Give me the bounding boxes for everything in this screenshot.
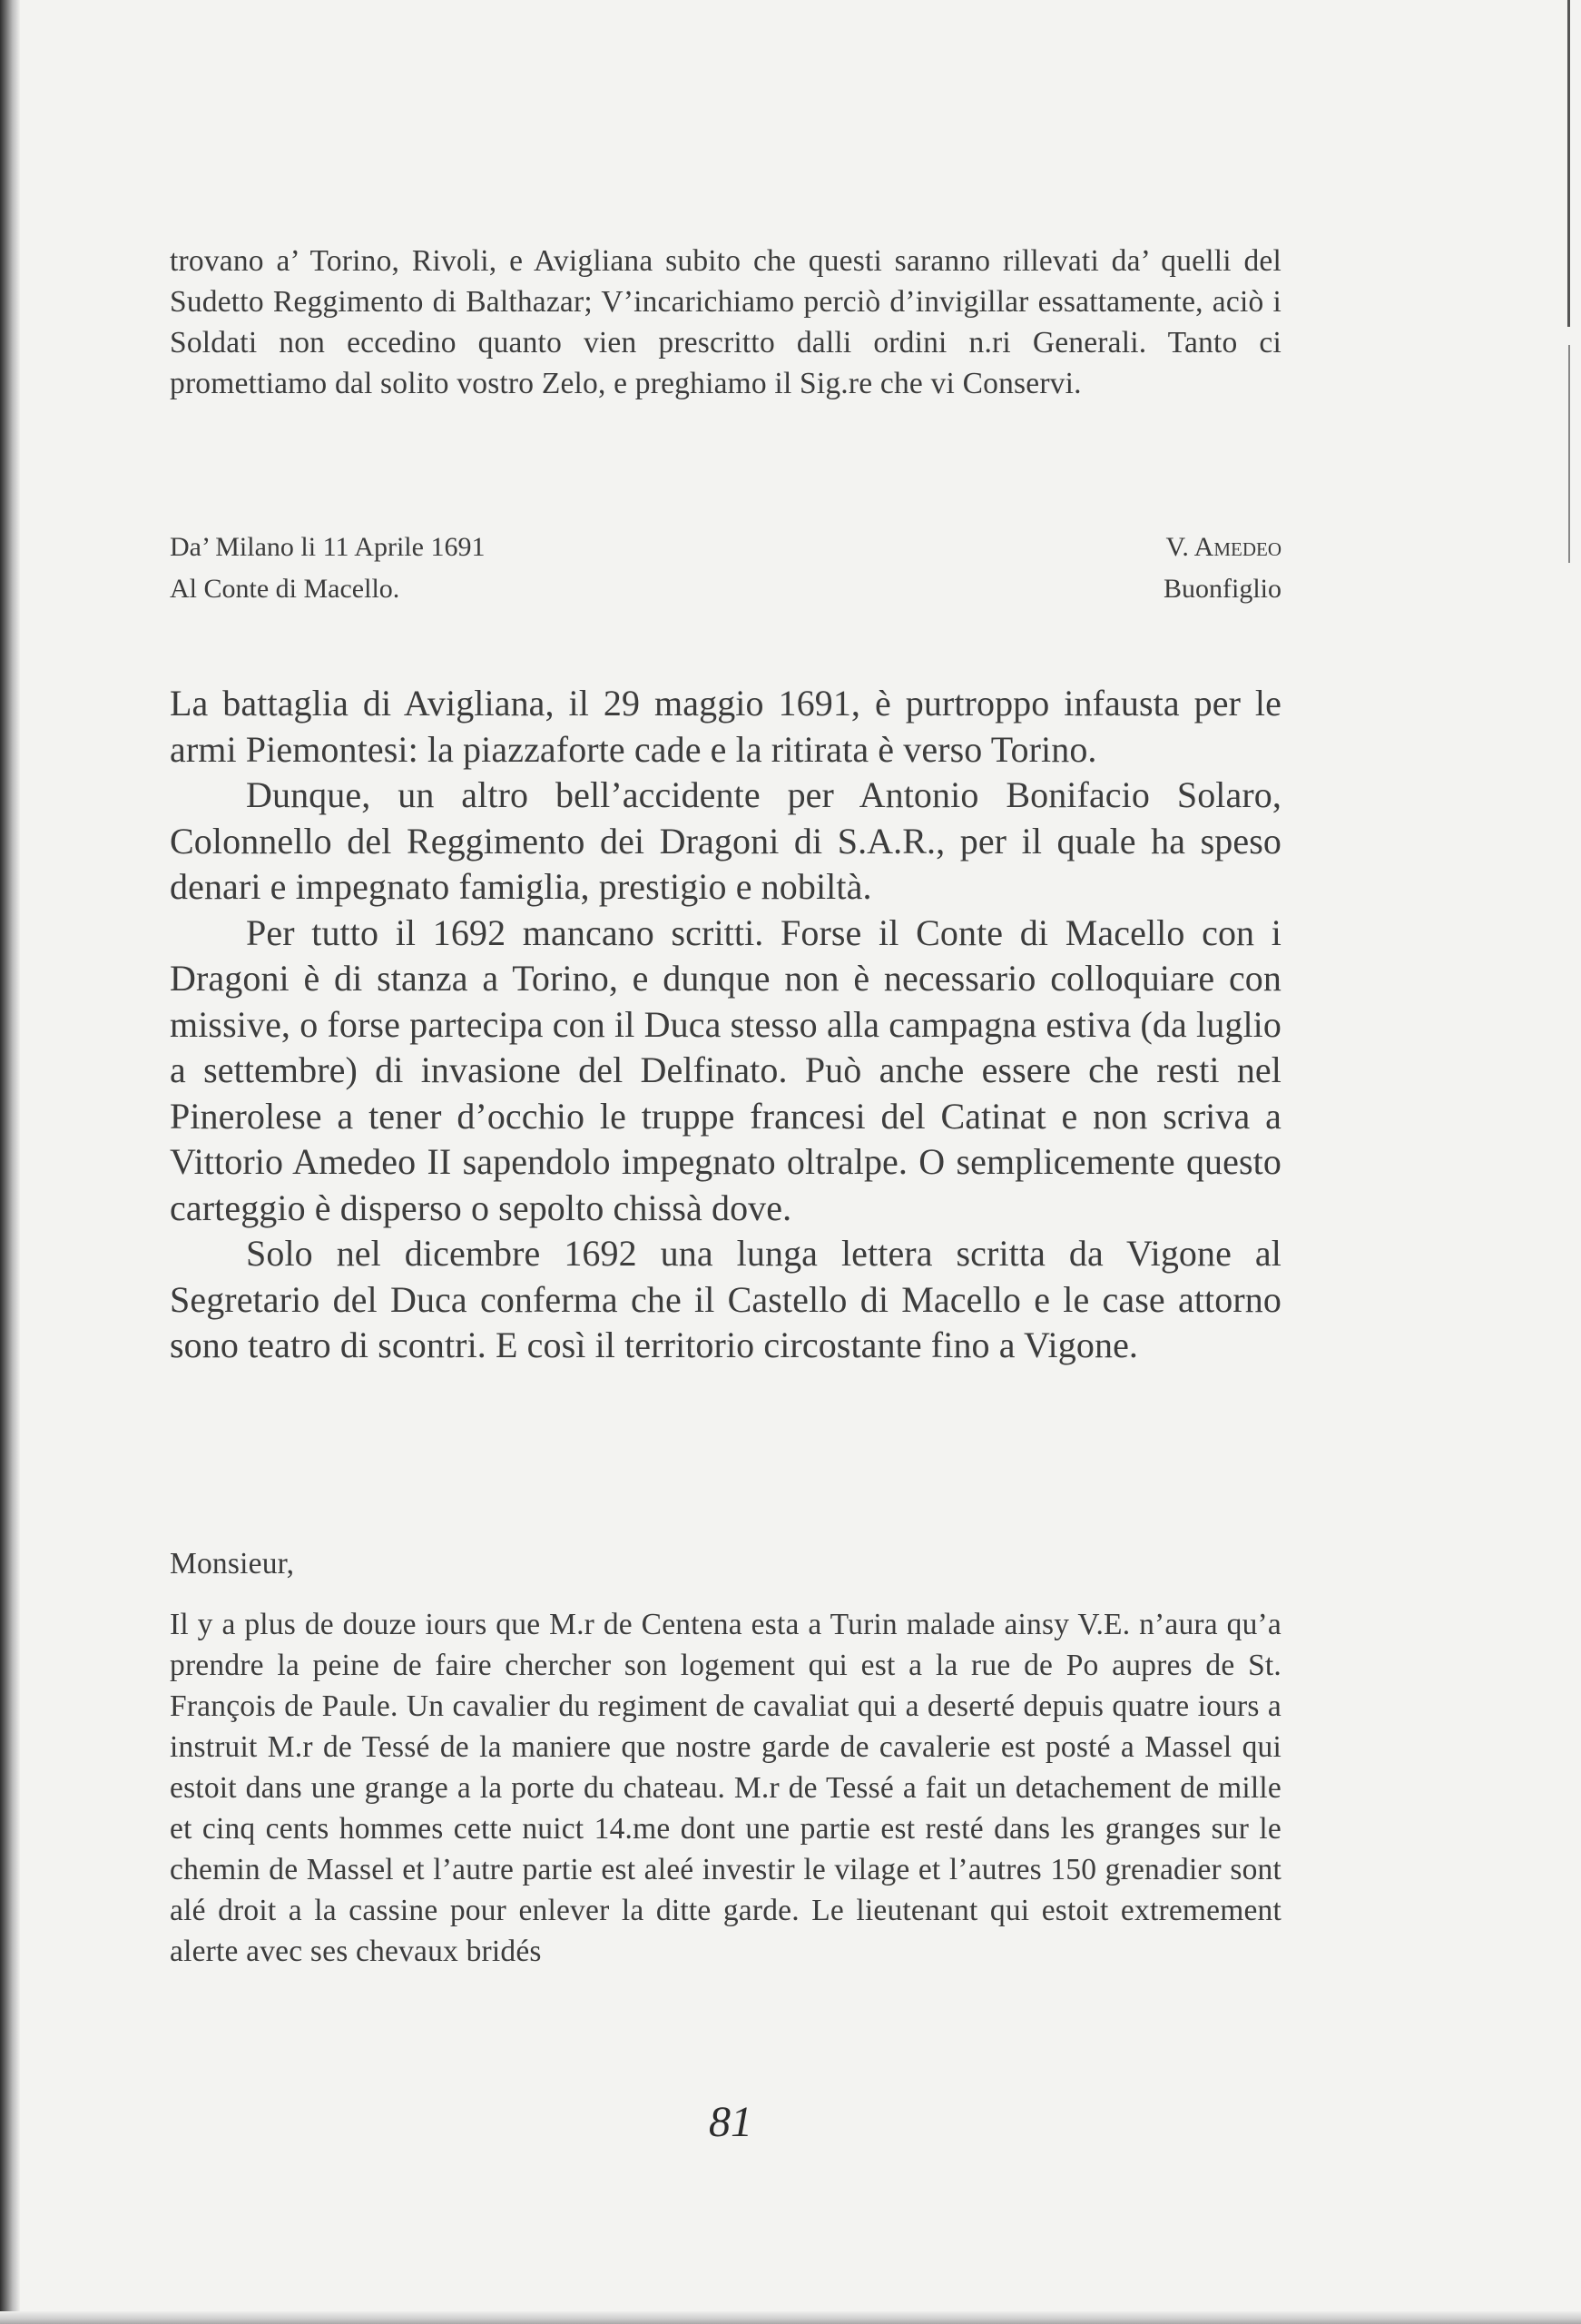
signature-row-2 [170, 568, 1281, 610]
letter-bottom-paragraph: Il y a plus de douze iours que M.r de Centena esta a Turin malade ainsy V.E. n’aura qu’a prendre la peine de faire chercher son logement qui est a la rue de Po aupres de St. François de Paule. Un cavalier du regiment de cavaliat qui a deserté depuis quatre iours a instruit M.r de Tessé de la maniere que nostre garde de cavalerie est posté a Massel qui estoit dans une grange a la porte du chateau. M.r de Tessé a fait un detachement de mille et cinq cents hommes cette nuict 14.me dont une partie est resté dans les granges sur le chemin de Massel et l’autre partie est aleé investir le vilage et l’autres 150 grenadier sont alé droit a la cassine pour enlever la ditte garde. Le lieutenant qui estoit extremement alerte avec ses chevaux bridés [170, 1608, 1281, 1968]
letter-salutation: Monsieur, [170, 1547, 295, 1581]
narrative-paragraph-2: Dunque, un altro bell’accidente per Antonio Bonifacio Solaro, Colonnello del Reggimento dei Dragoni di S.A.R., per il quale ha speso denari e impegnato famiglia, prestigio e nobiltà. [170, 774, 1281, 907]
narrative-section [170, 681, 1281, 1369]
page-scan-edge-bottom [0, 2311, 1581, 2324]
page-scan-edge-right-lower [1568, 345, 1570, 563]
letter-signature: V. Amedeo [1165, 532, 1281, 562]
letter-recipient: Al Conte di Macello. [170, 574, 400, 604]
page-scan-edge-right [1567, 0, 1570, 327]
letter-top-paragraph: trovano a’ Torino, Rivoli, e Avigliana subito che questi saranno rillevati da’ quelli del Sudetto Reggimento di Balthazar; V’incarichiamo perciò d’invigillar essattamente, aciò i Soldati non eccedino quanto vien prescritto dalli ordini n.ri Generali. Tanto ci promettiamo dal solito vostro Zelo, e preghiamo il Sig.re che vi Conservi. [170, 244, 1281, 400]
quoted-letter-top [170, 241, 1281, 404]
page-scan-edge-left [0, 0, 20, 2324]
signature-row-1 [170, 527, 1281, 568]
letter-top-signature-block [170, 527, 1281, 610]
narrative-paragraph-4: Solo nel dicembre 1692 una lunga lettera scritta da Vigone al Segretario del Duca conferma che il Castello di Macello e le case attorno sono teatro di scontri. E così il territorio circostante fino a Vigone. [170, 1233, 1281, 1365]
narrative-paragraph-3: Per tutto il 1692 mancano scritti. Forse il Conte di Macello con i Dragoni è di stanza a Torino, e dunque non è necessario colloquiare con missive, o forse partecipa con il Duca stesso alla campagna estiva (da luglio a settembre) di invasione del Delfinato. Può anche essere che resti nel Pinerolese a tener d’occhio le truppe francesi del Catinat e non scriva a Vittorio Amedeo II sapendolo impegnato oltralpe. O semplicemente questo carteggio è disperso o sepolto chissà dove. [170, 911, 1281, 1228]
quoted-letter-bottom [170, 1543, 1281, 1972]
page-number: 81 [709, 2098, 752, 2146]
letter-place-date: Da’ Milano li 11 Aprile 1691 [170, 532, 486, 562]
narrative-paragraph-1: La battaglia di Avigliana, il 29 maggio 1691, è purtroppo infausta per le armi Piemontesi: la piazzaforte cade e la ritirata è verso Torino. [170, 683, 1281, 770]
letter-countersign: Buonfiglio [1163, 574, 1281, 604]
